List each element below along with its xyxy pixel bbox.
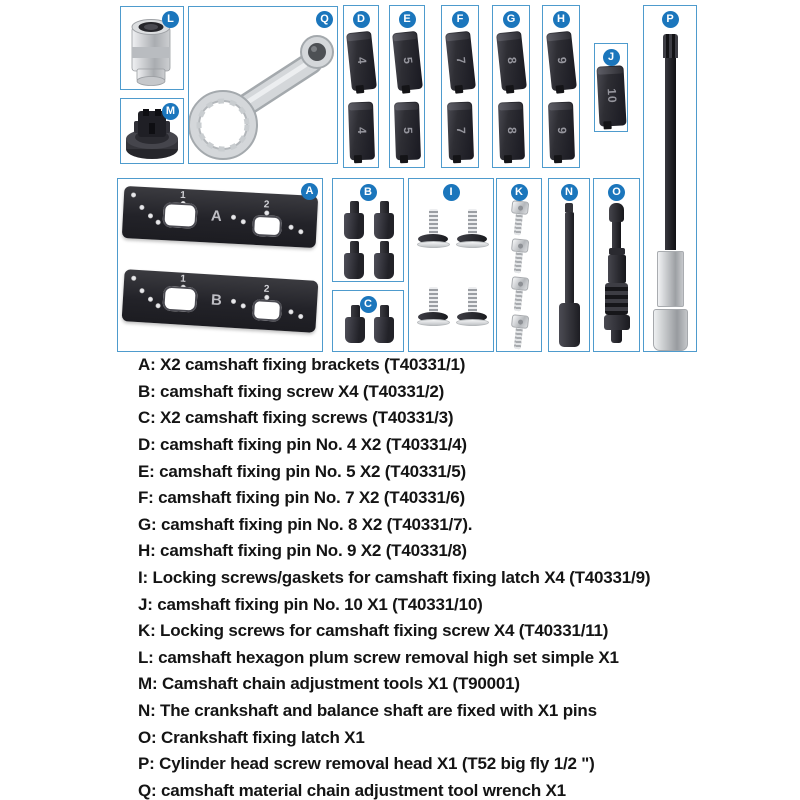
locking-screw [509, 314, 529, 350]
plate-number: 1 [179, 189, 186, 202]
box-B [332, 178, 404, 282]
box-Q [188, 6, 338, 164]
plate-hole-dot [288, 309, 293, 314]
parts-list-item: B: camshaft fixing screw X4 (T40331/2) [138, 381, 445, 401]
bracket-plate-A [122, 186, 318, 248]
fixing-pin [447, 102, 474, 161]
fixing-pin [596, 65, 626, 126]
plate-hole-dot [155, 303, 160, 308]
locking-screw [509, 238, 529, 274]
parts-list-item: M: Camshaft chain adjustment tools X1 (T90001) [138, 674, 520, 694]
pin-tip [565, 203, 573, 212]
pin-number-label: 9 [554, 56, 569, 66]
plate-hole-dot [139, 288, 144, 293]
parts-list-item: I: Locking screws/gaskets for camshaft fixing latch X4 (T40331/9) [138, 568, 651, 588]
screw-body [344, 253, 364, 279]
box-H [542, 5, 580, 168]
plate-slot [252, 299, 282, 322]
box-O [593, 178, 640, 352]
badge-M: M [162, 103, 179, 120]
plate-slot [252, 215, 282, 237]
badge-E: E [399, 11, 416, 28]
box-N [548, 178, 590, 352]
screw-shaft [468, 209, 477, 236]
pin-number-label: 4 [354, 56, 369, 66]
pin-number-label: 7 [453, 126, 468, 136]
fixing-screw [373, 241, 395, 279]
parts-list-item: K: Locking screws for camshaft fixing screw X4 (T40331/11) [138, 621, 609, 641]
plate-hole-dot [131, 192, 136, 197]
gasket-screw [416, 287, 450, 326]
fixing-pin [445, 31, 476, 91]
latch-nut [604, 315, 630, 330]
pin-number-label: 8 [504, 56, 519, 66]
screw-washer [456, 319, 489, 326]
badge-G: G [503, 11, 520, 28]
box-D [343, 5, 379, 168]
screw-shaft [468, 287, 477, 314]
screw-head [511, 314, 529, 329]
screw-shaft [514, 289, 523, 312]
screw-washer [456, 241, 489, 248]
box-A [117, 178, 323, 352]
badge-L: L [162, 11, 179, 28]
socket-lower [653, 309, 688, 351]
parts-list-item: O: Crankshaft fixing latch X1 [138, 727, 365, 747]
badge-H: H [553, 11, 570, 28]
badge-A: A [301, 183, 318, 200]
parts-list-item: L: camshaft hexagon plum screw removal high set simple X1 [138, 647, 619, 667]
fixing-screw [343, 201, 365, 239]
plate-number: 2 [263, 199, 270, 211]
crank-latch-tool-image [594, 179, 639, 351]
fixing-pin [548, 102, 575, 161]
screw-head [511, 276, 529, 291]
badge-D: D [353, 11, 370, 28]
screw-shaft [514, 251, 523, 274]
box-F [441, 5, 479, 168]
plate-hole-dot [298, 314, 303, 319]
plate-letter: A [210, 207, 223, 226]
box-P [643, 5, 697, 352]
badge-O: O [608, 184, 625, 201]
badge-F: F [452, 11, 469, 28]
screw-shaft [514, 213, 523, 236]
torx-tip [663, 34, 678, 58]
box-L [120, 6, 184, 90]
box-I [408, 178, 494, 352]
pin-number-label: 4 [354, 126, 369, 136]
screw-shaft [514, 327, 523, 350]
screw-body [345, 317, 365, 343]
screw-body [374, 317, 394, 343]
badge-Q: Q [316, 11, 333, 28]
gasket-screw [455, 287, 489, 326]
latch-tip [611, 330, 622, 343]
plate-hole-dot [139, 205, 144, 210]
parts-list-item: G: camshaft fixing pin No. 8 X2 (T40331/7). [138, 514, 473, 534]
locking-screw [509, 276, 529, 312]
fixing-pin [394, 102, 421, 161]
plate-hole-dot [298, 229, 303, 234]
plate-hole-dot [241, 303, 246, 308]
fixing-pin [546, 31, 577, 91]
parts-list-item: N: The crankshaft and balance shaft are fixed with X1 pins [138, 701, 597, 721]
badge-J: J [603, 49, 620, 66]
pin-number-label: 7 [453, 56, 468, 66]
latch-knob [609, 203, 624, 222]
screw-washer [417, 241, 450, 248]
parts-list-item: F: camshaft fixing pin No. 7 X2 (T40331/6) [138, 488, 465, 508]
parts-list-item: J: camshaft fixing pin No. 10 X1 (T40331/10) [138, 594, 483, 614]
pin-number-label: 9 [554, 126, 569, 136]
plate-hole-dot [231, 215, 236, 220]
badge-P: P [662, 11, 679, 28]
gasket-screw [416, 209, 450, 248]
plate-hole-dot [148, 297, 153, 302]
plate-hole-dot [156, 220, 161, 225]
socket-upper [657, 251, 684, 307]
screw-head [511, 200, 529, 215]
pin-rod [565, 212, 574, 304]
badge-I: I [443, 184, 460, 201]
badge-B: B [360, 184, 377, 201]
latch-ribbed [605, 283, 628, 315]
pin-number-label: 5 [400, 56, 415, 66]
parts-list-item: C: X2 camshaft fixing screws (T40331/3) [138, 408, 454, 428]
screw-head [511, 238, 529, 253]
fixing-screw [373, 201, 395, 239]
pin-number-label: 8 [504, 126, 519, 136]
box-C [332, 290, 404, 352]
screw-body [374, 213, 394, 239]
fixing-screw [373, 305, 395, 343]
fixing-pin [498, 102, 525, 161]
fixing-pin [348, 102, 375, 161]
plate-slot [162, 286, 197, 313]
fixing-pin [392, 31, 423, 91]
box-G [492, 5, 530, 168]
badge-N: N [561, 184, 578, 201]
latch-neck [612, 222, 621, 248]
screw-shaft [429, 287, 438, 314]
gasket-screw [455, 209, 489, 248]
screw-body [344, 213, 364, 239]
plate-hole-dot [131, 276, 136, 281]
badge-C: C [360, 296, 377, 313]
badge-K: K [511, 184, 528, 201]
parts-list-item: Q: camshaft material chain adjustment tool wrench X1 [138, 780, 566, 800]
torx-bit-socket-tool-image [644, 6, 696, 351]
fixing-pin [346, 31, 377, 91]
box-K [496, 178, 542, 352]
parts-list-item: H: camshaft fixing pin No. 9 X2 (T40331/8) [138, 541, 467, 561]
parts-list-item: E: camshaft fixing pin No. 5 X2 (T40331/5) [138, 461, 466, 481]
fixing-pin [496, 31, 527, 91]
screw-shaft [429, 209, 438, 236]
plate-hole-dot [241, 219, 246, 224]
pin-base [559, 303, 580, 347]
locking-screw [509, 200, 529, 236]
plate-slot [162, 202, 197, 229]
plate-number: 2 [263, 283, 270, 295]
plate-number: 1 [179, 273, 187, 285]
pin-number-label: 10 [604, 87, 619, 105]
fixing-screw [343, 241, 365, 279]
bit-shaft [665, 58, 676, 250]
ring-wrench-tool-image [189, 7, 337, 163]
parts-list [138, 352, 650, 800]
screw-washer [417, 319, 450, 326]
parts-list-item: D: camshaft fixing pin No. 4 X2 (T40331/4) [138, 435, 467, 455]
parts-list-item: A: X2 camshaft fixing brackets (T40331/1) [138, 355, 466, 375]
latch-mid [608, 255, 626, 283]
box-M [120, 98, 184, 164]
plate-hole-dot [148, 213, 153, 218]
crank-pin-tool-image [549, 179, 589, 351]
latch-collar [609, 248, 625, 255]
parts-list-item: P: Cylinder head screw removal head X1 (T52 big fly 1/2 ") [138, 754, 595, 774]
box-E [389, 5, 425, 168]
bracket-plate-B [122, 269, 319, 333]
box-J [594, 43, 628, 132]
plate-hole-dot [231, 299, 236, 304]
pin-number-label: 5 [400, 126, 415, 136]
screw-body [374, 253, 394, 279]
plate-hole-dot [288, 225, 293, 230]
plate-letter: B [210, 291, 223, 310]
